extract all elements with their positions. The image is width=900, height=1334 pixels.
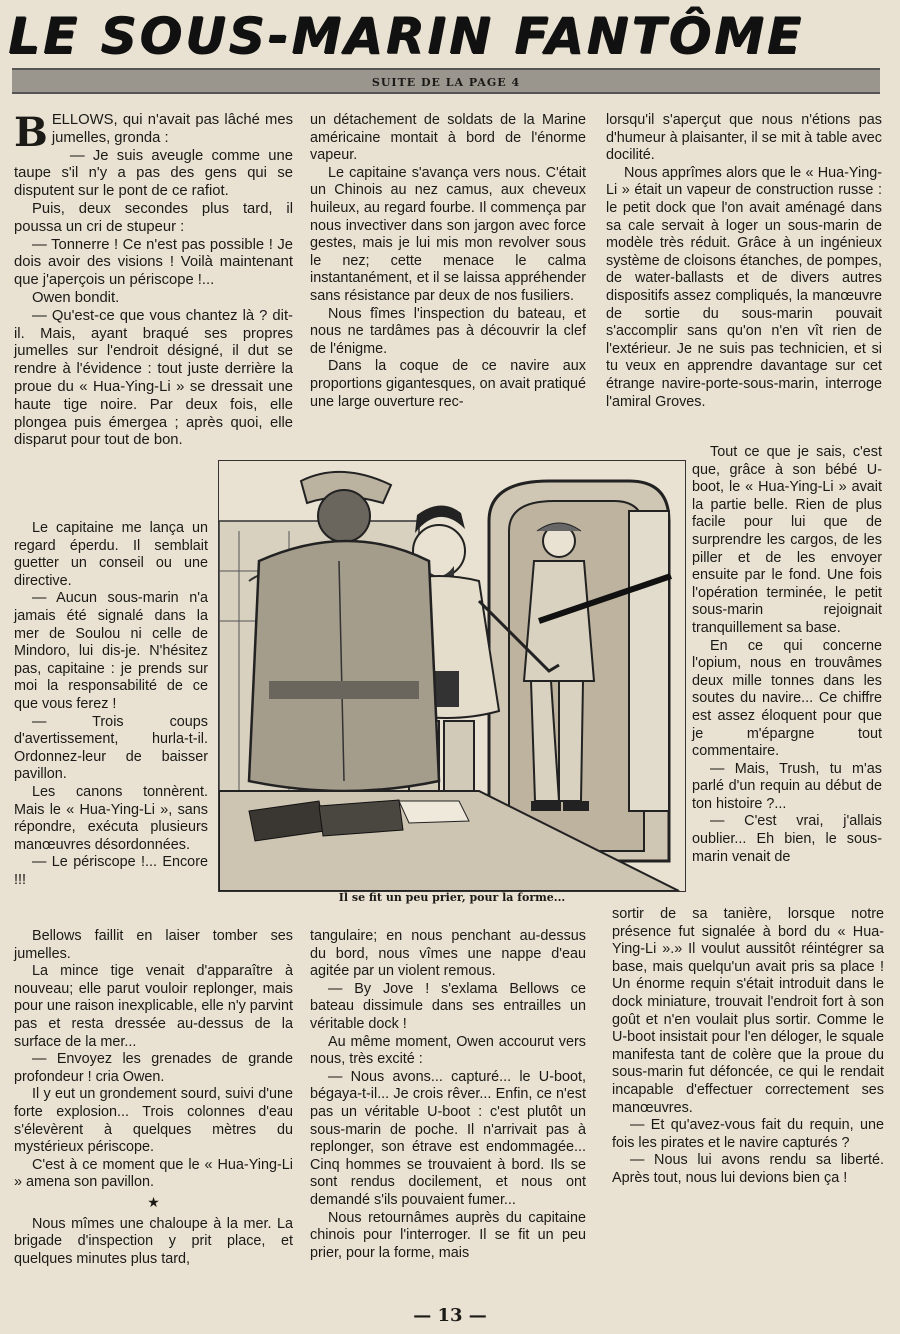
story-illustration — [218, 460, 686, 892]
paragraph: lorsqu'il s'aperçut que nous n'étions pas d'humeur à plaisanter, il se mit à table avec docilité. — [606, 112, 882, 164]
paragraph: — Mais, Trush, tu m'as parlé d'un requin au début de ton histoire ?... — [692, 760, 882, 812]
soldier-body — [524, 561, 594, 681]
continued-banner: SUITE DE LA PAGE 4 — [12, 68, 880, 94]
paragraph: tangulaire; en nous penchant au-dessus du bord, nous vîmes une nappe d'eau agitée par un violent remous. — [310, 928, 586, 980]
paragraph: Dans la coque de ce navire aux proportions gigantesques, on avait pratiqué une large ouverture rec- — [310, 358, 587, 410]
paragraph: — Tonnerre ! Ce n'est pas possible ! Je dois avoir des visions ! Voilà maintenant que j'aperçois un périscope !... — [14, 236, 293, 289]
paragraph: — Envoyez les grenades de grande profondeur ! cria Owen. — [14, 1051, 293, 1085]
text-column-1-lower — [14, 928, 293, 1268]
paragraph: — Aucun sous-marin n'a jamais été signalé dans la mer de Soulou ni celle de Mindoro, lui dis-je. N'hésitez pas, capitaine : je prends sur moi la responsabilité de ce que vous ferez ! — [14, 590, 208, 712]
paragraph: Bellows faillit en laiser tomber ses jumelles. — [14, 928, 293, 962]
paragraph: — Le périscope !... Encore !!! — [14, 854, 208, 888]
paragraph: La mince tige venait d'apparaître à nouveau; elle parut vouloir replonger, mais pour une raison inexplicable, elle n'y parvint pas et resta dressée au-dessus de la surface de la mer... — [14, 963, 293, 1050]
paragraph: — Qu'est-ce que vous chantez là ? dit-il. Mais, ayant braqué ses propres jumelles sur l'endroit désigné, il dut se rendre à l'évidence : tout juste derrière la proue du « Hua-Ying-Li » se dressait une haute tige noire. Par deux fois, elle plongea puis émergea ; après quoi, elle disparut pour tout de bon. — [14, 307, 293, 449]
illustration-caption: Il se fit un peu prier, pour la forme... — [338, 891, 566, 904]
paragraph: Le capitaine s'avança vers nous. C'était un Chinois au nez camus, aux cheveux huileux, au regard fourbe. Il commença par nous invectiver dans son jargon avec force gestes, mais je lui mis mon revolver sous le nez; cette menace le calma instantanément, et il se laissa appréhender sans résistance par deux de nos fusiliers. — [310, 164, 586, 304]
section-star: ★ — [147, 1193, 160, 1210]
page-number: — 13 — — [413, 1305, 487, 1326]
drop-cap: B — [14, 109, 48, 156]
paragraph: — By Jove ! s'exlama Bellows ce bateau dissimule dans ses entrailles un véritable dock ! — [310, 980, 586, 1032]
paragraph: — Et qu'avez-vous fait du requin, une fois les pirates et le navire capturés ? — [612, 1117, 884, 1151]
paragraph: Nous retournâmes auprès du capitaine chinois pour l'interroger. Il se fit un peu prier, pour la forme, mais — [310, 1209, 586, 1261]
paragraph: sortir de sa tanière, lorsque notre présence fut signalée à bord du « Hua-Ying-Li ».» Il voulut aussitôt réintégrer sa base, mais quelqu'un avait pris sa place ! Un énorme requin s'était introduit dans le dock miniature, trouvait l'endroit fort à son goût et n'en voulait plus sortir. Comme le U-boot insistait pour l'en déloger, le squale manifesta tant de colère que la proue du sous-marin fut défoncée, ce qui le rendait incapable d'effectuer correctement ses manœuvres. — [612, 906, 884, 1116]
text-column-3-top — [606, 112, 882, 411]
paragraph: — Je suis aveugle comme une taupe s'il n'y a pas des gens qui se disputent sur le pont de ce rafiot. — [14, 147, 293, 200]
paragraph: Owen bondit. — [32, 289, 120, 306]
text-column-2-bottom — [310, 928, 586, 1262]
paragraph: Les canons tonnèrent. Mais le « Hua-Ying-Li », sans répondre, exécuta plusieurs manœuvres désordonnées. — [14, 783, 208, 853]
text-column-2-top — [310, 112, 586, 411]
text-column-1-narrow — [14, 520, 208, 889]
text-column-3-narrow — [692, 444, 882, 866]
paragraph: un détachement de soldats de la Marine américaine montait à bord de l'énorme vapeur. — [310, 112, 586, 164]
paragraph: BELLOWS, qui n'avait pas lâché mes jumelles, gronda : — [14, 109, 293, 156]
paragraph: — Nous avons... capturé... le U-boot, bégaya-t-il... Je crois rêver... Enfin, ce n'est pas un véritable U-boot : c'est plutôt un sous-marin de poche. Il n'arrivait pas à replonger, son étrave est endommagée... Cinq hommes se trouvaient à bord. Ils se sont rendus docilement, et nous ont demandé s'ils pouvaient fumer... — [310, 1068, 586, 1208]
text-column-3-bottom — [612, 906, 884, 1188]
paragraph: Tout ce que je sais, c'est que, grâce à son bébé U-boot, le « Hua-Ying-Li » avait la partie belle. Rien de plus facile pour lui que de surprendre les cargos, de les piller et de les envoyer ensuite par le fond. Une fois l'opération terminée, le petit sous-marin rejoignait tranquillement sa base. — [692, 444, 882, 636]
ink-drawing — [219, 461, 686, 891]
text-column-1 — [14, 109, 293, 450]
paragraph: — Nous lui avons rendu sa liberté. Après tout, nous lui devions bien ça ! — [612, 1152, 884, 1186]
paragraph: Il y eut un grondement sourd, suivi d'une forte explosion... Trois colonnes d'eau s'élevèrent à quelques mètres du mystérieux périscope. — [14, 1086, 293, 1156]
paragraph: Nous mîmes une chaloupe à la mer. La brigade d'inspection y prit place, et quelques minutes plus tard, — [14, 1215, 293, 1267]
paragraph: C'est à ce moment que le « Hua-Ying-Li » amena son pavillon. — [14, 1156, 293, 1191]
story-title: LE SOUS-MARIN FANTÔME — [8, 7, 804, 65]
paragraph: Puis, deux secondes plus tard, il poussa un cri de stupeur : — [14, 200, 293, 235]
paragraph: — C'est vrai, j'allais oublier... Eh bien, le sous-marin venait de — [692, 813, 882, 865]
paragraph: Nous fîmes l'inspection du bateau, et nous ne tardâmes pas à découvrir la clef de l'énigme. — [310, 305, 586, 357]
paragraph: Nous apprîmes alors que le « Hua-Ying-Li » était un vapeur de construction russe : le petit dock que l'on avait aménagé dans sa cale servait à loger un sous-marin de modèle très réduit. Grâce à un ingénieux système de cloisons étanches, de pompes, de water-ballasts et de divers autres dispositifs assez compliqués, la manœuvre de sortie du sous-marin pouvait s'accomplir sans qu'on n'en vît rien de l'extérieur. Je ne suis pas technicien, et si tu veux en apprendre davantage sur cet étrange navire-porte-sous-marin, interroge l'amiral Groves. — [606, 164, 882, 410]
paragraph: Au même moment, Owen accourut vers nous, très excité : — [310, 1033, 586, 1068]
paragraph: — Trois coups d'avertissement, hurla-t-il. Ordonnez-leur de baisser pavillon. — [14, 713, 208, 783]
paragraph: Le capitaine me lança un regard éperdu. Il semblait guetter un conseil ou une directive. — [14, 520, 208, 589]
paragraph: En ce qui concerne l'opium, nous en trouvâmes deux mille tonnes dans les soutes du navire... Ce chiffre est assez éloquent pour que je m'épargne tout commentaire. — [692, 637, 882, 760]
